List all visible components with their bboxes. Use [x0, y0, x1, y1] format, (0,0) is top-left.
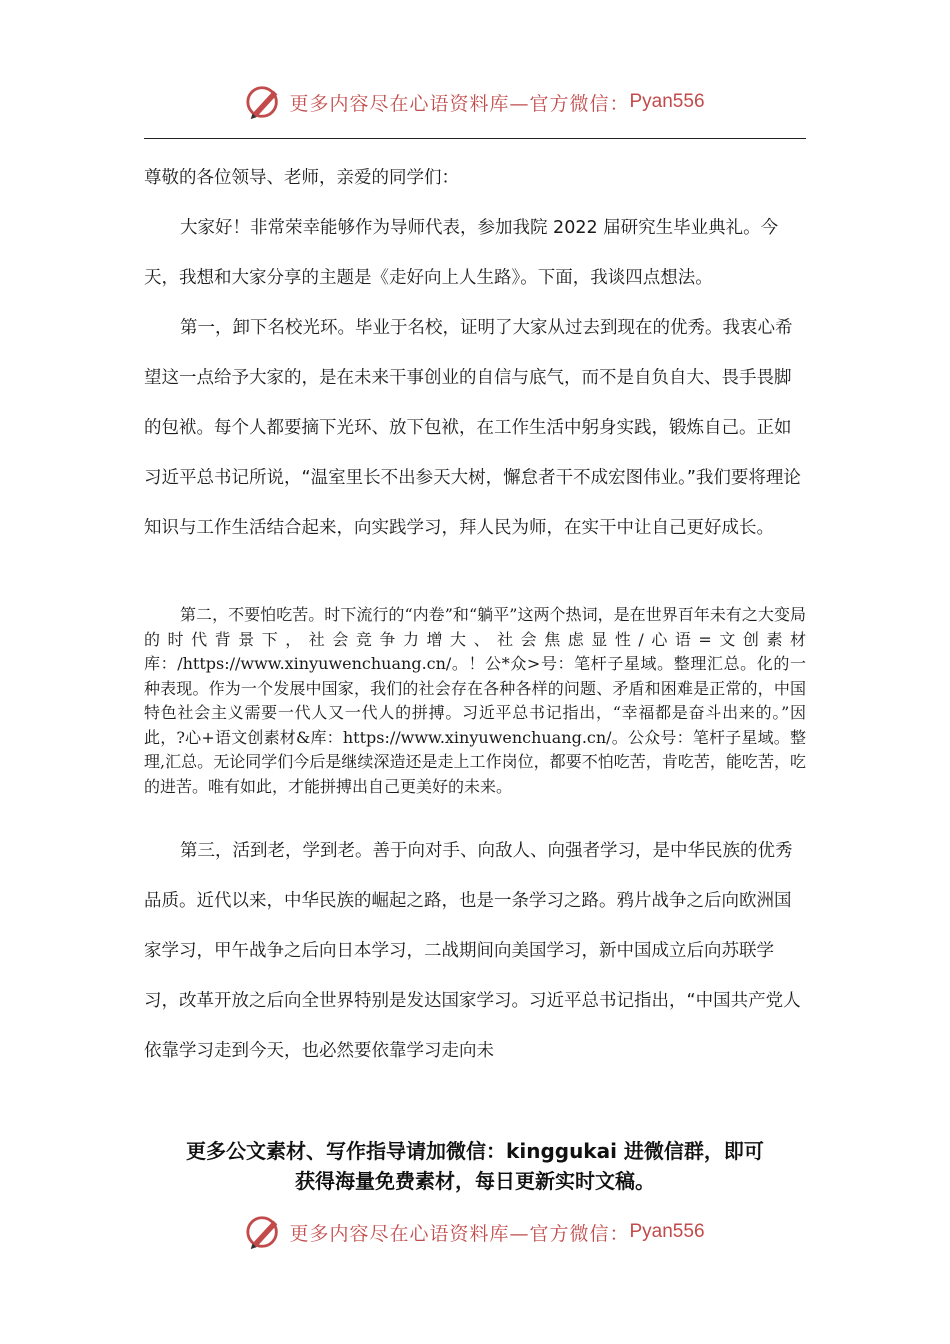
- header-divider: [144, 138, 806, 139]
- footer-brand-text: 更多内容尽在心语资料库—官方微信：: [289, 1222, 630, 1245]
- pen-logo-icon: [245, 83, 283, 121]
- paragraph-intro: 大家好！非常荣幸能够作为导师代表，参加我院 2022 届研究生毕业典礼。今天，我想和大家分享的主题是《走好向上人生路》。下面，我谈四点想法。: [144, 218, 779, 288]
- header-logo: [0, 82, 950, 122]
- paragraph-second-point: 第二，不要怕吃苦。时下流行的“内卷”和“躺平”这两个热词，是在世界百年未有之大变局的时代背景下，社会竞争力增大、社会焦虑显性/心语=文创素材库：/https://www.xinyuwenchuang.cn/。！公*众>号：笔杆子星域。整理汇总。化的一种表现。作为一个发展中国家，我们的社会存在各种各样的问题、矛盾和困难是正常的，中国特色社会主义需要一代人又一代人的拼搏。习近平总书记指出，“幸福都是奋斗出来的。”因此，?心+语文创素材&库：https://www.xinyuwenchuang.cn/。公众号：笔杆子星域。整理,汇总。无论同学们今后是继续深造还是走上工作岗位，都要不怕吃苦，肯吃苦，能吃苦，吃的进苦。唯有如此，才能拼搏出自己更美好的未来。: [144, 605, 806, 796]
- header-brand-text: 更多内容尽在心语资料库—官方微信：: [289, 92, 630, 115]
- footer-logo: [0, 1212, 950, 1252]
- promo-banner: [144, 1136, 806, 1196]
- paragraph-first-point: 第一，卸下名校光环。毕业于名校，证明了大家从过去到现在的优秀。我衷心希望这一点给予大家的，是在未来干事创业的自信与底气，而不是自负自大、畏手畏脚的包袱。每个人都要摘下光环、放下包袱，在工作生活中躬身实践，锻炼自己。正如习近平总书记所说，“温室里长不出参天大树，懈怠者干不成宏图伟业。”我们要将理论知识与工作生活结合起来，向实践学习，拜人民为师，在实干中让自己更好成长。: [144, 318, 801, 538]
- header-wechat-id: Pyan556: [629, 91, 705, 112]
- promo-line-1: 更多公文素材、写作指导请加微信：kinggukai 进微信群，即可: [186, 1139, 764, 1163]
- promo-line-2: 获得海量免费素材，每日更新实时文稿。: [295, 1169, 655, 1193]
- paragraph-third-point: 第三，活到老，学到老。善于向对手、向敌人、向强者学习，是中华民族的优秀品质。近代以来，中华民族的崛起之路，也是一条学习之路。鸦片战争之后向欧洲国家学习，甲午战争之后向日本学习，二战期间向美国学习，新中国成立后向苏联学习，改革开放之后向全世界特别是发达国家学习。习近平总书记指出，“中国共产党人依靠学习走到今天，也必然要依靠学习走向未: [144, 841, 801, 1061]
- salutation: 尊敬的各位领导、老师，亲爱的同学们：: [144, 168, 459, 188]
- footer-wechat-id: Pyan556: [629, 1221, 705, 1242]
- pen-logo-icon: [245, 1213, 283, 1251]
